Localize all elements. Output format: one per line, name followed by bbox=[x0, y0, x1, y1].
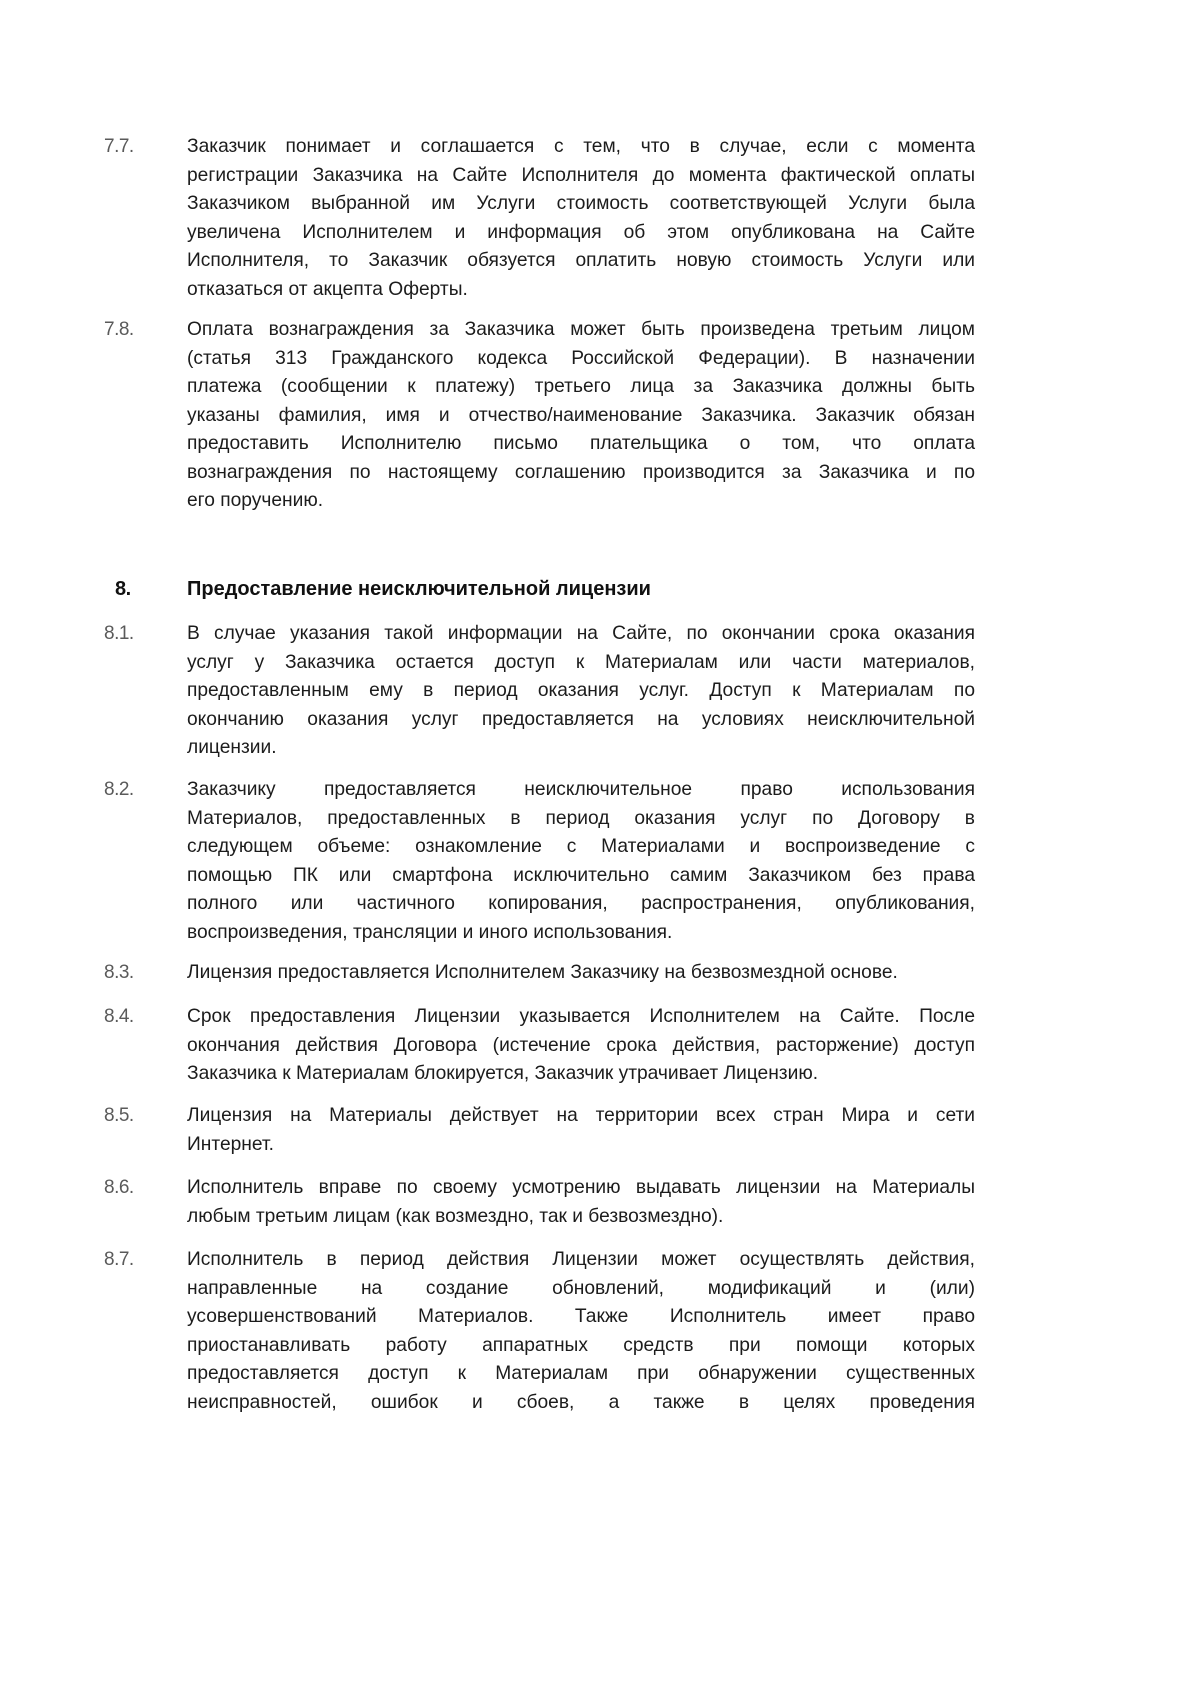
clause-text bbox=[187, 959, 975, 988]
text-line: Лицензия предоставляется Исполнителем Заказчику на безвозмездной основе. bbox=[187, 962, 898, 983]
text-line: указаны фамилия, имя и отчество/наименование Заказчика. Заказчик обязан bbox=[187, 404, 975, 426]
section-title bbox=[187, 575, 975, 604]
clause-number: 8.2. bbox=[104, 779, 134, 800]
text-line: приостанавливать работу аппаратных средств при помощи которых bbox=[187, 1334, 975, 1356]
clause-number: 8.7. bbox=[104, 1249, 134, 1270]
text-line: отказаться от акцепта Оферты. bbox=[187, 278, 468, 300]
text-line: окончанию оказания услуг предоставляется на условиях неисключительной bbox=[187, 708, 975, 730]
text-line: предоставляется доступ к Материалам при обнаружении существенных bbox=[187, 1363, 975, 1384]
clause-number: 8.3. bbox=[104, 962, 134, 983]
clause-text bbox=[187, 1174, 975, 1231]
clause-text bbox=[187, 1102, 975, 1159]
text-line: полного или частичного копирования, распространения, опубликования, bbox=[187, 893, 975, 914]
heading-text: Предоставление неисключительной лицензии bbox=[187, 578, 651, 600]
text-line: Исполнитель вправе по своему усмотрению выдавать лицензии на Материалы bbox=[187, 1177, 975, 1198]
clause-text bbox=[187, 133, 975, 304]
clause-text bbox=[187, 620, 975, 763]
text-line: его поручению. bbox=[187, 490, 324, 511]
text-line: (статья 313 Гражданского кодекса Российской Федерации). В назначении bbox=[187, 347, 975, 369]
text-line: Заказчиком выбранной им Услуги стоимость соответствующей Услуги была bbox=[187, 193, 975, 214]
text-line: воспроизведения, трансляции и иного использования. bbox=[187, 921, 673, 943]
text-line: предоставленным ему в период оказания услуг. Доступ к Материалам по bbox=[187, 680, 975, 701]
text-line: направленные на создание обновлений, модификаций и (или) bbox=[187, 1277, 975, 1299]
text-line: платежа (сообщении к платежу) третьего лица за Заказчика должны быть bbox=[187, 376, 975, 397]
clause-text bbox=[187, 316, 975, 516]
clause-number: 8.6. bbox=[104, 1177, 134, 1198]
text-line: неисправностей, ошибок и сбоев, а также в целях проведения bbox=[187, 1391, 975, 1413]
text-line: предоставить Исполнителю письмо плательщика о том, что оплата bbox=[187, 433, 975, 454]
text-line: любым третьим лицам (как возмездно, так и безвозмездно). bbox=[187, 1205, 724, 1227]
text-line: следующем объеме: ознакомление с Материалами и воспроизведение с bbox=[187, 836, 975, 857]
clause-number: 8.1. bbox=[104, 623, 134, 644]
text-line: Интернет. bbox=[187, 1133, 274, 1155]
text-line: Исполнитель в период действия Лицензии может осуществлять действия, bbox=[187, 1249, 975, 1270]
clause-number: 7.7. bbox=[104, 136, 134, 157]
text-line: Заказчик понимает и соглашается с тем, что в случае, если с момента bbox=[187, 136, 975, 157]
text-line: Материалов, предоставленных в период оказания услуг по Договору в bbox=[187, 807, 975, 829]
clause-text bbox=[187, 776, 975, 947]
text-line: регистрации Заказчика на Сайте Исполнителя до момента фактической оплаты bbox=[187, 164, 975, 186]
text-line: Исполнителя, то Заказчик обязуется оплатить новую стоимость Услуги или bbox=[187, 250, 975, 271]
section-number: 8. bbox=[115, 578, 131, 600]
text-line: увеличена Исполнителем и информация об этом опубликована на Сайте bbox=[187, 221, 975, 243]
text-line: Заказчику предоставляется неисключительное право использования bbox=[187, 779, 975, 800]
text-line: Срок предоставления Лицензии указывается Исполнителем на Сайте. После bbox=[187, 1006, 975, 1027]
text-line: усовершенствований Материалов. Также Исполнитель имеет право bbox=[187, 1306, 975, 1327]
text-line: лицензии. bbox=[187, 737, 277, 758]
clause-number: 8.4. bbox=[104, 1006, 134, 1027]
text-line: Заказчика к Материалам блокируется, Заказчик утрачивает Лицензию. bbox=[187, 1063, 819, 1084]
clause-number: 8.5. bbox=[104, 1105, 134, 1126]
text-line: помощью ПК или смартфона исключительно самим Заказчиком без права bbox=[187, 864, 975, 886]
clause-text bbox=[187, 1246, 975, 1417]
text-line: вознаграждения по настоящему соглашению производится за Заказчика и по bbox=[187, 461, 975, 483]
text-line: Оплата вознаграждения за Заказчика может быть произведена третьим лицом bbox=[187, 319, 975, 340]
text-line: В случае указания такой информации на Сайте, по окончании срока оказания bbox=[187, 623, 975, 644]
text-line: окончания действия Договора (истечение срока действия, расторжение) доступ bbox=[187, 1034, 975, 1056]
clause-number: 7.8. bbox=[104, 319, 134, 340]
clause-text bbox=[187, 1003, 975, 1089]
text-line: услуг у Заказчика остается доступ к Материалам или части материалов, bbox=[187, 651, 975, 673]
text-line: Лицензия на Материалы действует на территории всех стран Мира и сети bbox=[187, 1105, 975, 1126]
